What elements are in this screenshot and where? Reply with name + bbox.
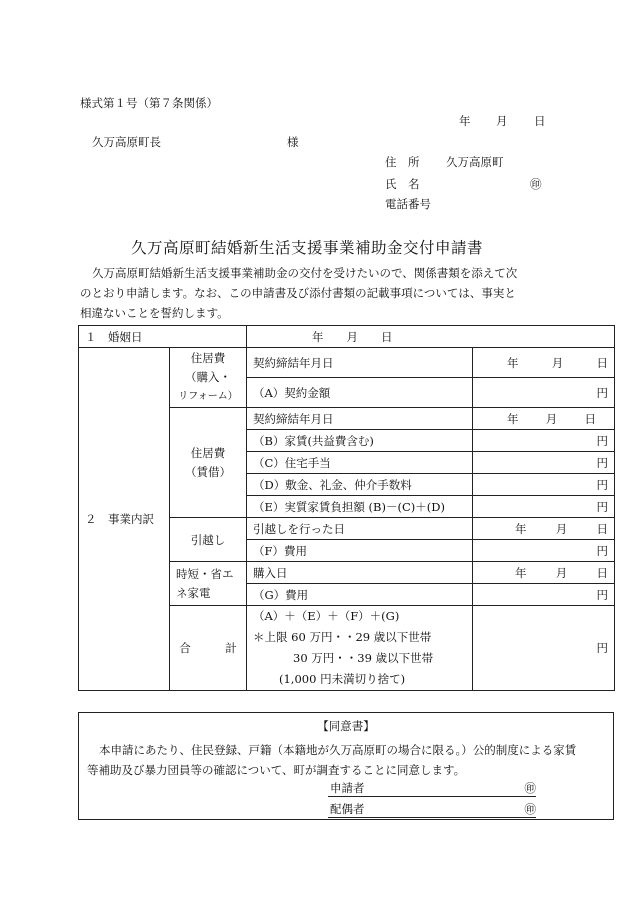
contract-amount-field[interactable]	[473, 378, 615, 408]
yen-unit: 円	[596, 641, 608, 655]
applicant-seal: ㊞	[524, 781, 536, 795]
actual-rent-label: （E）実質家賃負担額 (B)－(C)＋(D)	[247, 496, 473, 518]
rent-label: （B）家賃(共益費含む)	[247, 430, 473, 452]
moving-date-label: 引越しを行った日	[247, 518, 473, 540]
day-unit: 日	[596, 565, 608, 580]
moving-cost-label: （F）費用	[247, 540, 473, 562]
rent-field[interactable]	[473, 430, 615, 452]
total-formula	[247, 606, 473, 691]
total-limit-2: 30 万円・・39 歳以下世帯	[293, 651, 434, 665]
consent-line-1: 本申請にあたり、住民登録、戸籍（本籍地が久万高原町の場合に限る。）公的制度による家賃	[99, 743, 577, 757]
form-number: 様式第１号（第７条関係）	[80, 96, 218, 110]
yen-unit: 円	[596, 587, 608, 602]
deposit-fees-label: （D）敷金、礼金、仲介手数料	[247, 474, 473, 496]
purchase-label-3: リフォーム）	[178, 391, 238, 402]
month-unit: 月	[545, 411, 558, 426]
purchase-contract-date-field[interactable]	[473, 348, 615, 378]
applicant-label: 申請者	[330, 781, 365, 795]
spouse-seal: ㊞	[524, 802, 536, 816]
appliance-label	[170, 562, 247, 606]
seal-mark: ㊞	[530, 177, 542, 191]
address-field[interactable]: 久万高原町	[446, 155, 504, 169]
application-table	[78, 325, 615, 691]
address-label: 住 所	[385, 155, 420, 169]
intro-line-2: のとおり申請します。なお、この申請書及び添付書類の記載事項については、事実と	[80, 286, 516, 300]
consent-heading: 【同意書】	[317, 719, 375, 733]
rental-label-1: 住居費	[190, 445, 226, 460]
date-year-label: 年	[459, 114, 471, 128]
consent-box	[78, 712, 614, 820]
appliance-cost-label: （G）費用	[247, 584, 473, 606]
marriage-date-value: 年 月 日	[312, 329, 393, 344]
actual-rent-field[interactable]	[473, 496, 615, 518]
yen-unit: 円	[596, 543, 608, 558]
moving-cost-field[interactable]	[473, 540, 615, 562]
month-unit: 月	[555, 521, 568, 536]
contract-amount-label: （A）契約金額	[247, 378, 473, 408]
intro-text	[80, 263, 552, 323]
day-unit: 日	[596, 521, 608, 536]
deposit-fees-field[interactable]	[473, 474, 615, 496]
name-field[interactable]	[448, 176, 528, 191]
month-unit: 月	[551, 355, 564, 370]
month-unit: 月	[555, 565, 568, 580]
moving-label: 引越し	[170, 518, 247, 562]
purchase-label-1: 住居費	[190, 351, 226, 365]
phone-field[interactable]	[448, 196, 548, 211]
total-rounding: (1,000 円未満切り捨て)	[279, 672, 406, 686]
marriage-date-label: １ 婚姻日	[79, 326, 247, 348]
yen-unit: 円	[596, 455, 608, 470]
total-limit-1: ＊上限 60 万円・・29 歳以下世帯	[253, 630, 432, 644]
appliance-label-1: 時短・省エ	[176, 566, 234, 581]
spouse-signature-field[interactable]	[328, 801, 536, 818]
applicant-signature-field[interactable]	[328, 780, 536, 797]
total-formula-line: （A）＋（E）＋（F）＋(G)	[253, 609, 400, 623]
year-unit: 年	[507, 355, 519, 370]
honorific: 様	[287, 135, 299, 149]
rental-contract-date-label: 契約締結年月日	[247, 408, 473, 430]
yen-unit: 円	[596, 477, 608, 492]
page-title: 久万高原町結婚新生活支援事業補助金交付申請書	[131, 239, 484, 257]
year-unit: 年	[515, 521, 527, 536]
name-label: 氏 名	[385, 177, 420, 191]
total-field[interactable]	[473, 606, 615, 691]
intro-line-1: 久万高原町結婚新生活支援事業補助金の交付を受けたいので、関係書類を添えて次	[92, 266, 518, 280]
yen-unit: 円	[596, 433, 608, 448]
yen-unit: 円	[596, 385, 608, 400]
section-2-label: ２ 事業内訳	[79, 348, 170, 691]
marriage-date-field[interactable]	[247, 326, 615, 348]
intro-line-3: 相違ないことを誓約します。	[80, 306, 229, 320]
spouse-label: 配偶者	[330, 802, 365, 816]
date-day-label: 日	[534, 114, 546, 128]
consent-line-2: 等補助及び暴力団員等の確認について、町が調査することに同意します。	[87, 763, 466, 777]
phone-label: 電話番号	[385, 197, 431, 211]
purchase-label-2: （購入・	[185, 370, 231, 384]
year-unit: 年	[515, 565, 527, 580]
purchase-label	[170, 348, 247, 408]
year-unit: 年	[507, 411, 519, 426]
appliance-cost-field[interactable]	[473, 584, 615, 606]
moving-date-field[interactable]	[473, 518, 615, 540]
housing-allowance-label: （C）住宅手当	[247, 452, 473, 474]
purchase-date-label: 購入日	[247, 562, 473, 584]
rental-label-2: （賃借）	[185, 464, 231, 479]
total-label: 合 計	[170, 606, 247, 691]
rental-label	[170, 408, 247, 518]
housing-allowance-field[interactable]	[473, 452, 615, 474]
appliance-label-2: ネ家電	[176, 585, 211, 600]
day-unit: 日	[584, 411, 596, 426]
consent-text	[87, 740, 607, 780]
purchase-date-field[interactable]	[473, 562, 615, 584]
day-unit: 日	[596, 355, 608, 370]
rental-contract-date-field[interactable]	[473, 408, 615, 430]
date-month-label: 月	[496, 114, 508, 128]
purchase-contract-date-label: 契約締結年月日	[247, 348, 473, 378]
yen-unit: 円	[596, 499, 608, 514]
addressee: 久万高原町長	[92, 135, 161, 149]
